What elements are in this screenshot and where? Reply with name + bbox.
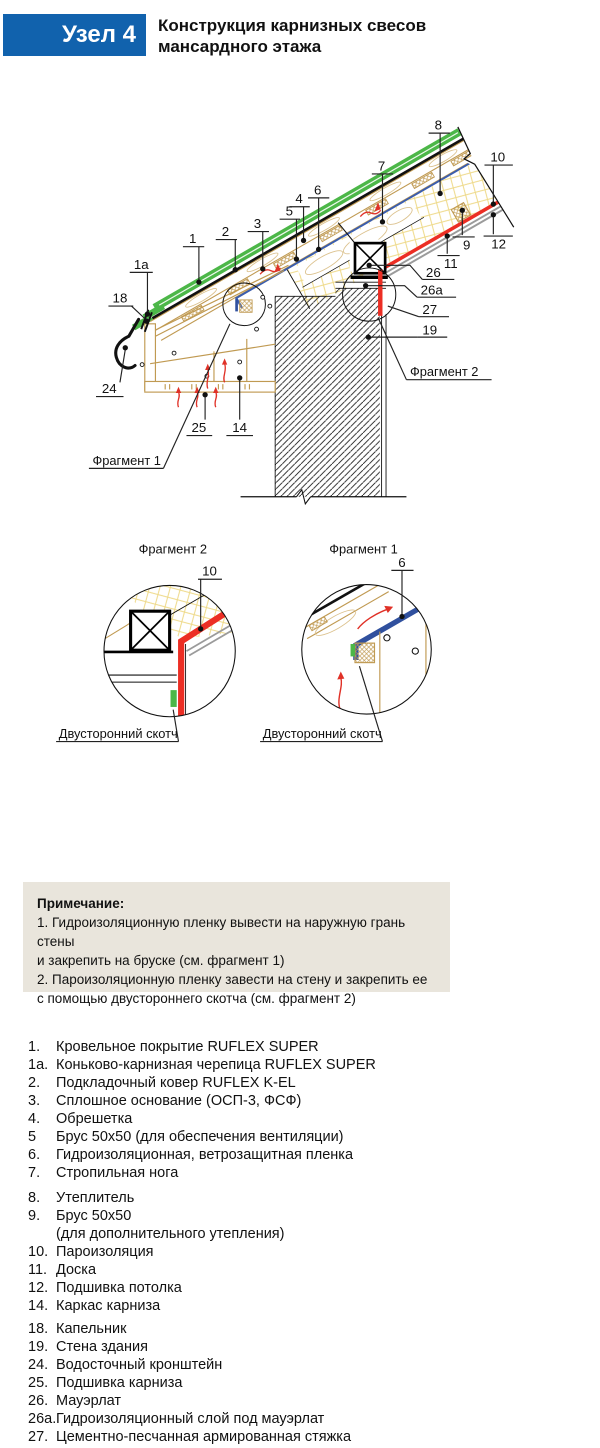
callout-1: 1 bbox=[188, 231, 197, 247]
legend-text: Цементно-песчанная армированная стяжка bbox=[56, 1429, 352, 1445]
note-line-4: с помощью двустороннего скотча (см. фрагмент 2) bbox=[37, 991, 356, 1006]
legend-num: 25. bbox=[28, 1375, 49, 1391]
callout-24: 24 bbox=[101, 381, 117, 396]
legend-num: 1a. bbox=[28, 1057, 49, 1073]
legend-text: Водосточный кронштейн bbox=[56, 1357, 223, 1373]
fragment1-ref-label: Фрагмент 1 bbox=[92, 452, 161, 468]
legend-item bbox=[28, 1056, 588, 1074]
legend-num: 2. bbox=[28, 1075, 41, 1091]
legend-num: 8. bbox=[28, 1190, 41, 1206]
note-line-2: и закрепить на бруске (см. фрагмент 1) bbox=[37, 953, 285, 968]
legend-num: 7. bbox=[28, 1165, 41, 1181]
callout-1a: 1a bbox=[133, 256, 149, 272]
legend-item bbox=[28, 1128, 588, 1146]
legend-text: Обрешетка bbox=[56, 1111, 133, 1127]
legend-item bbox=[28, 1207, 588, 1225]
node-badge-label: Узел 4 bbox=[62, 21, 136, 48]
legend-num: 12. bbox=[28, 1280, 49, 1296]
legend-item bbox=[28, 1110, 588, 1128]
legend-text: Стропильная нога bbox=[56, 1165, 179, 1181]
legend-num: 1. bbox=[28, 1039, 41, 1055]
legend-text: Подкладочный ковер RUFLEX K-EL bbox=[56, 1075, 296, 1091]
page-title-line2: мансардного этажа bbox=[158, 37, 322, 56]
fragment2-callout-10: 10 bbox=[202, 563, 217, 579]
fragment1-detail bbox=[260, 555, 431, 742]
callout-25: 25 bbox=[191, 420, 207, 436]
fragment2-detail bbox=[56, 564, 248, 742]
legend-item bbox=[28, 1338, 588, 1356]
soffit-board bbox=[145, 381, 275, 392]
legend-num bbox=[28, 1225, 56, 1243]
note-box bbox=[23, 882, 450, 1006]
legend-text: Подшивка потолка bbox=[56, 1280, 182, 1296]
legend-item bbox=[28, 1189, 588, 1207]
legend-item bbox=[28, 1243, 588, 1261]
fragment1-marker-content bbox=[235, 295, 264, 312]
legend-num: 3. bbox=[28, 1093, 41, 1109]
legend-text: Доска bbox=[56, 1262, 97, 1278]
legend-item bbox=[28, 1356, 588, 1374]
legend-item bbox=[28, 1146, 588, 1164]
batten-block-f1 bbox=[355, 643, 375, 663]
fragment2-title: Фрагмент 2 bbox=[138, 541, 208, 557]
page-title-line1: Конструкция карнизных свесов bbox=[158, 16, 427, 35]
legend-num: 4. bbox=[28, 1111, 41, 1127]
tape-label-f1: Двусторонний скотч bbox=[262, 726, 382, 742]
gutter-bracket bbox=[116, 319, 139, 368]
note-title: Примечание: bbox=[37, 896, 125, 911]
legend-text: Пароизоляция bbox=[56, 1244, 154, 1260]
callout-9: 9 bbox=[463, 237, 471, 253]
callout-3: 3 bbox=[253, 216, 262, 232]
fragment1-callout-6: 6 bbox=[398, 554, 406, 570]
note-line-3: 2. Пароизоляционную пленку завести на стену и закрепить ее bbox=[37, 972, 428, 987]
legend-item bbox=[28, 1038, 588, 1056]
callout-2: 2 bbox=[221, 224, 230, 240]
legend-text: Стена здания bbox=[56, 1339, 148, 1355]
tape-label-f2: Двусторонний скотч bbox=[58, 726, 178, 742]
legend-list bbox=[28, 1038, 588, 1446]
legend-text: Утеплитель bbox=[56, 1190, 135, 1206]
legend-item bbox=[28, 1164, 588, 1182]
callout-6: 6 bbox=[314, 182, 322, 198]
legend-item bbox=[28, 1092, 588, 1110]
callout-12: 12 bbox=[491, 236, 507, 252]
callout-5: 5 bbox=[285, 203, 294, 219]
legend-text: Коньково-карнизная черепица RUFLEX SUPER bbox=[56, 1057, 376, 1073]
callout-10: 10 bbox=[490, 149, 506, 165]
callout-11: 11 bbox=[443, 255, 458, 271]
fragment1-title: Фрагмент 1 bbox=[329, 541, 398, 557]
legend-item bbox=[28, 1297, 588, 1315]
legend-text: Сплошное основание (ОСП-3, ФСФ) bbox=[56, 1093, 302, 1109]
callout-4: 4 bbox=[295, 191, 303, 207]
legend-num: 26a. bbox=[28, 1411, 57, 1427]
callout-8: 8 bbox=[434, 117, 443, 133]
legend-text: Кровельное покрытие RUFLEX SUPER bbox=[56, 1039, 319, 1055]
double-sided-tape-f1 bbox=[351, 644, 355, 656]
legend-num: 19. bbox=[28, 1339, 49, 1355]
legend-num: 14. bbox=[28, 1298, 49, 1314]
legend-item bbox=[28, 1261, 588, 1279]
fascia-board bbox=[145, 324, 156, 391]
legend-item bbox=[28, 1320, 588, 1338]
legend-num: 6. bbox=[28, 1147, 41, 1163]
legend-num: 18. bbox=[28, 1321, 49, 1337]
double-sided-tape-f2 bbox=[171, 690, 177, 707]
legend-num: 10. bbox=[28, 1244, 49, 1260]
legend-text: Гидроизоляционный слой под мауэрлат bbox=[56, 1411, 325, 1427]
legend-text: Капельник bbox=[56, 1321, 127, 1337]
legend-item bbox=[28, 1374, 588, 1392]
fragment2-ref-label: Фрагмент 2 bbox=[409, 364, 479, 380]
callout-14: 14 bbox=[232, 420, 248, 436]
legend-text: Каркас карниза bbox=[56, 1298, 161, 1314]
legend-item bbox=[28, 1279, 588, 1297]
legend-item bbox=[28, 1392, 588, 1410]
legend-item bbox=[28, 1225, 588, 1243]
callout-26a: 26a bbox=[420, 282, 443, 298]
legend-num: 5 bbox=[28, 1129, 37, 1145]
callout-26: 26 bbox=[425, 264, 441, 280]
legend-num: 26. bbox=[28, 1393, 49, 1409]
vapor-barrier-wall-drop bbox=[378, 270, 382, 316]
legend-text: Гидроизоляционная, ветрозащитная пленка bbox=[56, 1147, 354, 1163]
legend-num: 27. bbox=[28, 1429, 49, 1445]
node-badge bbox=[3, 14, 146, 56]
callout-27: 27 bbox=[422, 302, 438, 318]
legend-num: 24. bbox=[28, 1357, 49, 1373]
construction-drawing bbox=[0, 95, 600, 840]
legend-text: Брус 50х50 (для обеспечения вентиляции) bbox=[56, 1129, 344, 1145]
legend-num: 9. bbox=[28, 1208, 41, 1224]
legend-item bbox=[28, 1428, 588, 1446]
legend-text: (для дополнительного утепления) bbox=[56, 1226, 285, 1242]
legend-text: Брус 50х50 bbox=[56, 1208, 132, 1224]
page-title bbox=[158, 15, 578, 57]
legend-item bbox=[28, 1074, 588, 1092]
legend-num: 11. bbox=[28, 1262, 48, 1278]
callout-7: 7 bbox=[377, 158, 386, 174]
note-line-1: 1. Гидроизоляционную пленку вывести на наружную грань стены bbox=[37, 915, 406, 949]
legend-text: Подшивка карниза bbox=[56, 1375, 183, 1391]
callout-18: 18 bbox=[112, 290, 128, 306]
legend-item bbox=[28, 1410, 588, 1428]
callout-19: 19 bbox=[422, 322, 438, 338]
legend-text: Мауэрлат bbox=[56, 1393, 122, 1409]
